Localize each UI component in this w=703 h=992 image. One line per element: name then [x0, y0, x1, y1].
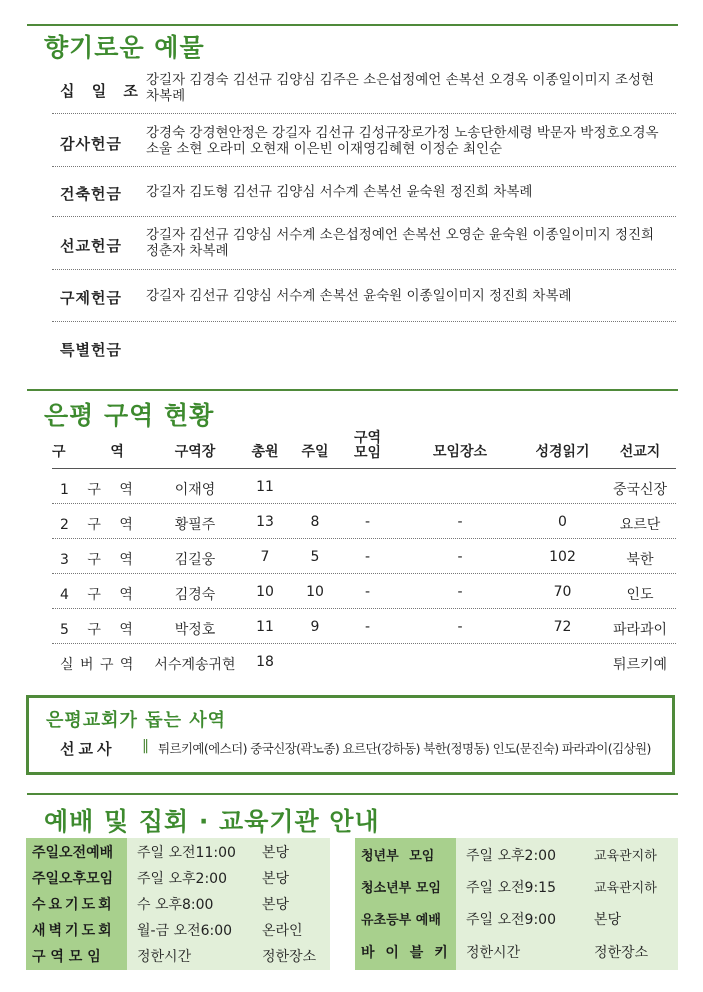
- service-name: 새벽기도회: [26, 916, 127, 944]
- district-place: -: [457, 514, 463, 530]
- offerings-title: 향기로운 예물: [44, 33, 205, 62]
- district-meeting: -: [364, 584, 371, 600]
- district-leader: 이재영: [174, 482, 216, 498]
- missionary-separator: ‖: [142, 738, 149, 754]
- district-total: 18: [256, 654, 274, 670]
- district-leader: 김길웅: [174, 552, 216, 568]
- district-place: -: [457, 584, 463, 600]
- district-total: 11: [256, 619, 274, 635]
- col-header-total: 총원: [251, 444, 279, 460]
- district-total: 7: [260, 549, 270, 565]
- district-mission: 파라과이: [612, 622, 668, 638]
- district-mission: 인도: [626, 587, 654, 603]
- divider: [52, 269, 676, 270]
- divider: [52, 113, 676, 114]
- divider: [52, 166, 676, 167]
- service-name: 유초등부 예배: [355, 902, 456, 935]
- service-time: 정한시간: [127, 942, 254, 970]
- col-header-leader: 구역장: [174, 444, 216, 460]
- district-mission: 튀르키예: [612, 657, 668, 673]
- col-header-meeting-line2: 모임: [353, 445, 382, 461]
- district-reading: 70: [553, 584, 572, 600]
- service-name: 청소년부 모임: [355, 870, 456, 903]
- divider: [52, 216, 676, 217]
- service-time: 주일 오전9:00: [456, 902, 586, 935]
- district-sunday: 10: [306, 584, 324, 600]
- mission-title: 은평교회가 돕는 사역: [46, 710, 227, 731]
- district-reading: 0: [558, 514, 567, 530]
- district-name: 2 구 역: [60, 517, 133, 533]
- service-name: 주일오후모임: [26, 864, 127, 892]
- district-name: 1 구 역: [60, 482, 133, 498]
- district-name: 3 구 역: [60, 552, 133, 568]
- service-time: 수 오후8:00: [127, 890, 254, 918]
- col-header-sunday: 주일: [301, 444, 329, 460]
- offering-label-tithe: 십 일 조: [60, 82, 144, 100]
- service-place: 본당: [254, 890, 330, 918]
- divider: [52, 608, 676, 609]
- district-leader: 서수계송귀현: [154, 657, 236, 673]
- district-total: 13: [256, 514, 274, 530]
- offering-names-tithe: 강길자 김경숙 김선규 김양심 김주은 소은섭정예언 손복선 오경옥 이종일이미지 조성현 차복례: [146, 72, 655, 104]
- district-meeting: -: [364, 514, 371, 530]
- service-name: 구 역 모 임: [26, 942, 127, 970]
- districts-rule: [27, 389, 678, 391]
- missionary-list: 튀르키예(에스더) 중국신장(곽노종) 요르단(강하동) 북한(정명동) 인도(문진숙) 파라과이(김상원): [158, 741, 651, 756]
- col-header-district: 구 역: [52, 444, 124, 460]
- service-time: 주일 오후2:00: [456, 838, 586, 871]
- district-place: -: [457, 549, 463, 565]
- offering-names-mission: 강길자 김선규 김양심 서수계 소은섭정예언 손복선 오영순 윤숙원 이종일이미지 정진희 정춘자 차복례: [146, 227, 655, 259]
- divider: [52, 643, 676, 644]
- service-time: 월-금 오전6:00: [127, 916, 254, 944]
- divider: [52, 538, 676, 539]
- col-header-meeting: [345, 431, 390, 461]
- district-leader: 황필주: [174, 517, 216, 533]
- service-name: 주일오전예배: [26, 838, 127, 866]
- service-place: 본당: [254, 838, 330, 866]
- col-header-reading: 성경읽기: [535, 444, 590, 460]
- district-sunday: 9: [310, 619, 320, 635]
- district-total: 10: [256, 584, 274, 600]
- service-place: 본당: [254, 864, 330, 892]
- offering-label-thanks: 감사헌금: [60, 135, 122, 153]
- service-name: 바 이 블 키: [355, 934, 456, 970]
- top-rule: [27, 24, 678, 26]
- divider: [52, 503, 676, 504]
- offering-label-relief: 구제헌금: [60, 289, 122, 307]
- services-rule: [27, 793, 678, 795]
- missionary-label: 선교사: [60, 740, 116, 758]
- services-title: 예배 및 집회 · 교육기관 안내: [44, 807, 380, 836]
- service-place: 교육관지하: [586, 870, 678, 903]
- district-sunday: 5: [310, 549, 320, 565]
- district-reading: 102: [549, 549, 576, 565]
- offering-label-special: 특별헌금: [60, 341, 122, 359]
- district-mission: 요르단: [619, 517, 661, 533]
- offering-label-building: 건축헌금: [60, 185, 122, 203]
- offering-label-mission: 선교헌금: [60, 237, 122, 255]
- service-place: 정한장소: [586, 934, 678, 970]
- service-place: 온라인: [254, 916, 330, 944]
- offering-names-building: 강길자 김도형 김선규 김양심 서수계 손복선 윤숙원 정진희 차복례: [146, 184, 533, 200]
- service-place: 정한장소: [254, 942, 330, 970]
- col-header-place: 모임장소: [432, 444, 488, 460]
- offering-names-thanks: 강경숙 강경현안정은 강길자 김선규 김성규장로가정 노송단한세령 박문자 박정호오경옥 소울 소현 오라미 오현재 이은빈 이재영김혜현 이정순 최인순: [146, 125, 659, 157]
- offering-names-relief: 강길자 김선규 김양심 서수계 손복선 윤숙원 이종일이미지 정진희 차복례: [146, 288, 572, 304]
- district-name: 실 버 구 역: [60, 657, 134, 673]
- col-header-meeting-line1: 구역: [353, 430, 382, 446]
- service-time: 정한시간: [456, 934, 586, 970]
- divider: [52, 573, 676, 574]
- district-mission: 북한: [626, 552, 654, 568]
- district-meeting: -: [364, 549, 371, 565]
- col-header-mission: 선교지: [619, 444, 661, 460]
- district-leader: 김경숙: [174, 587, 216, 603]
- service-name: 청년부 모임: [355, 838, 456, 871]
- district-total: 11: [256, 479, 274, 495]
- district-name: 4 구 역: [60, 587, 133, 603]
- district-reading: 72: [553, 619, 572, 635]
- service-time: 주일 오전9:15: [456, 870, 586, 903]
- district-name: 5 구 역: [60, 622, 133, 638]
- district-mission: 중국신장: [612, 482, 668, 498]
- service-place: 본당: [586, 902, 678, 935]
- service-time: 주일 오후2:00: [127, 864, 254, 892]
- district-place: -: [457, 619, 463, 635]
- header-divider: [52, 468, 676, 469]
- district-leader: 박정호: [174, 622, 216, 638]
- district-meeting: -: [364, 619, 371, 635]
- districts-title: 은평 구역 현황: [44, 401, 215, 430]
- district-sunday: 8: [310, 514, 320, 530]
- service-place: 교육관지하: [586, 838, 678, 871]
- service-name: 수요기도회: [26, 890, 127, 918]
- divider: [52, 321, 676, 322]
- service-time: 주일 오전11:00: [127, 838, 254, 866]
